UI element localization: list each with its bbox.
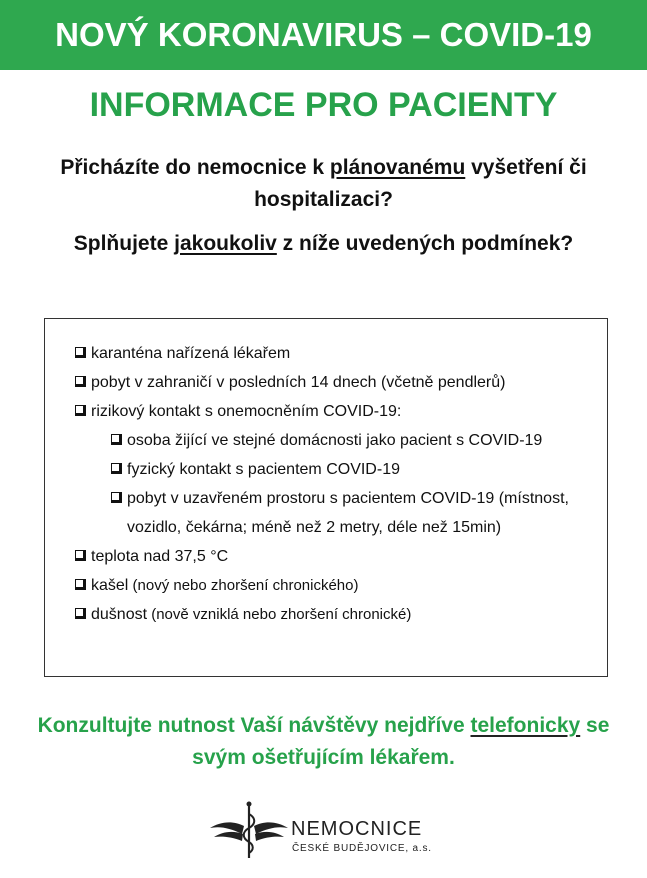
banner-title: NOVÝ KORONAVIRUS – COVID-19 <box>55 16 592 53</box>
item-detail-text: (nový nebo zhoršení chronického) <box>128 577 359 594</box>
checkbox-icon <box>75 376 86 387</box>
question1-part1: Přicházíte do nemocnice k <box>60 156 330 179</box>
checkbox-icon <box>111 434 122 445</box>
list-item: fyzický kontakt s pacientem COVID-19 <box>111 455 597 484</box>
question-planned-visit <box>40 152 607 216</box>
conditions-list <box>75 339 597 629</box>
list-item <box>75 600 597 629</box>
note-underline: telefonicky <box>470 714 581 737</box>
item-main-text: dušnost <box>91 606 148 623</box>
question2-underline: jakoukoliv <box>174 232 277 255</box>
consult-note <box>30 710 617 774</box>
item-detail-text: (nově vzniklá nebo zhoršení chronické) <box>147 606 412 623</box>
checkbox-icon <box>75 347 86 358</box>
checkbox-icon <box>75 608 86 619</box>
logo-subtitle: ČESKÉ BUDĚJOVICE, a.s. <box>292 843 432 854</box>
checkbox-icon <box>75 405 86 416</box>
checkbox-icon <box>75 579 86 590</box>
list-item: rizikový kontakt s onemocněním COVID-19: <box>75 397 597 426</box>
checkbox-icon <box>111 463 122 474</box>
header-banner <box>0 0 647 70</box>
question-conditions <box>40 228 607 260</box>
question1-underline: plánovanému <box>329 156 466 179</box>
logo-name: NEMOCNICE <box>291 818 423 840</box>
list-item: karanténa nařízená lékařem <box>75 339 597 368</box>
note-part2: se svým ošetřujícím lékařem. <box>192 714 610 769</box>
question2-part1: Splňujete <box>73 232 175 255</box>
note-part1: Konzultujte nutnost Vaší návštěvy nejdříve <box>37 714 471 737</box>
item-main-text: kašel <box>91 577 129 594</box>
page-subtitle: INFORMACE PRO PACIENTY <box>89 86 558 124</box>
checkbox-icon <box>111 492 122 503</box>
caduceus-icon <box>208 800 290 860</box>
list-item: osoba žijící ve stejné domácnosti jako pacient s COVID-19 <box>111 426 597 455</box>
question1-part2: vyšetření či hospitalizaci? <box>254 156 587 211</box>
question2-part2: z níže uvedených podmínek? <box>276 232 574 255</box>
checkbox-icon <box>75 550 86 561</box>
list-item: pobyt v uzavřeném prostoru s pacientem COVID-19 (místnost, vozidlo, čekárna; méně než 2 metry, déle než 15min) <box>111 484 597 542</box>
list-item: teplota nad 37,5 °C <box>75 542 597 571</box>
list-item <box>75 571 597 600</box>
conditions-box <box>44 318 608 677</box>
hospital-logo <box>208 800 438 860</box>
list-item: pobyt v zahraničí v posledních 14 dnech (včetně pendlerů) <box>75 368 597 397</box>
